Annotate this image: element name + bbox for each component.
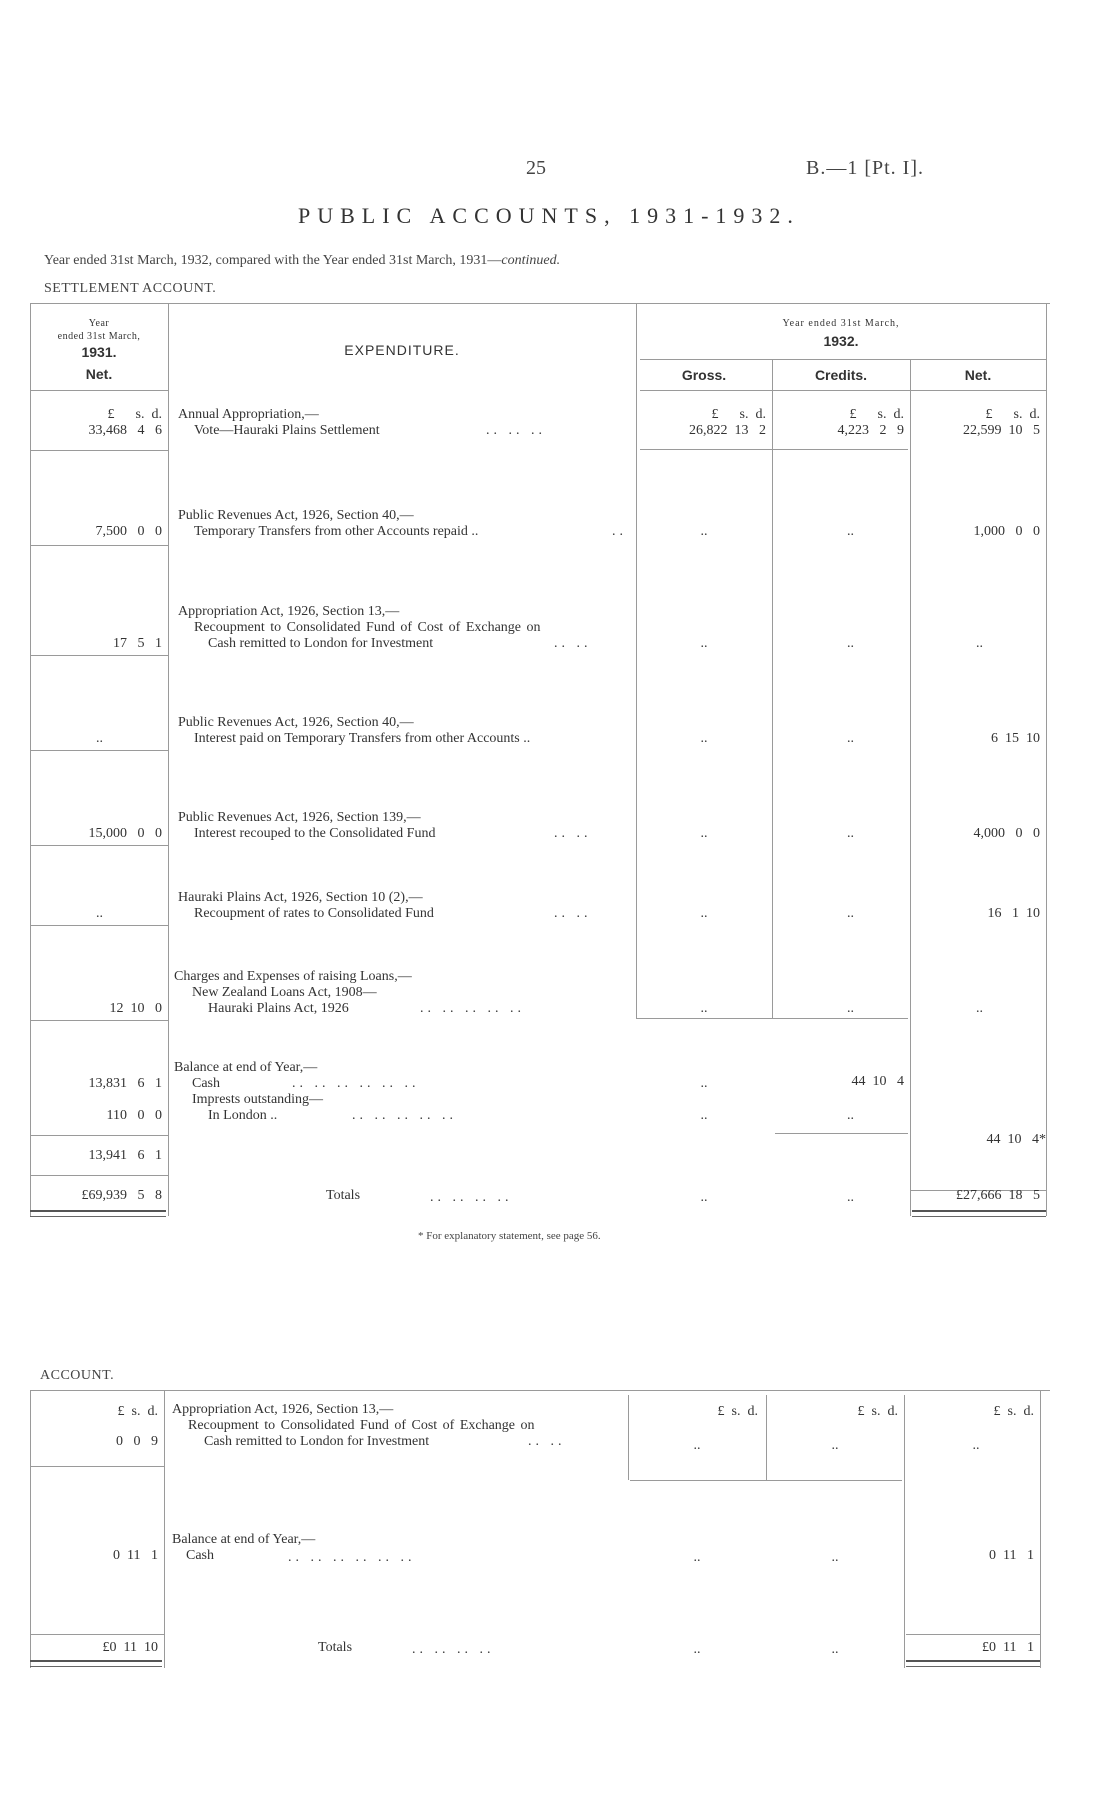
row-description: New Zealand Loans Act, 1908— xyxy=(192,985,377,1000)
unit-label: £ s. d. xyxy=(717,1404,758,1419)
gross-value: .. xyxy=(700,636,708,651)
page-subtitle: Year ended 31st March, 1932, compared with the Year ended 31st March, 1931—continued. xyxy=(44,253,561,268)
london-prev-value: 110 0 0 xyxy=(106,1108,162,1123)
cash-gross-value: .. xyxy=(700,1076,708,1091)
leader-dots: .. .. .. .. xyxy=(430,1190,513,1205)
totals-label: Totals xyxy=(326,1188,361,1203)
subtotal-prev-value: 13,941 6 1 xyxy=(88,1148,162,1163)
row-heading: Hauraki Plains Act, 1926, Section 10 (2),— xyxy=(178,890,423,905)
row-description: Recoupment to Consolidated Fund of Cost of Exchange on xyxy=(188,1418,535,1433)
net-value: .. xyxy=(972,1438,980,1453)
leader-dots: .. .. .. .. .. xyxy=(352,1108,457,1123)
prev-net-value: .. xyxy=(96,731,103,746)
cash-label: Cash xyxy=(192,1076,220,1091)
prev-year-header-2: ended 31st March, xyxy=(57,331,141,342)
imprests-label: Imprests outstanding— xyxy=(192,1092,324,1107)
prev-year-header-1: Year xyxy=(88,318,110,329)
credits-value: .. xyxy=(847,1001,854,1016)
unit-label: £ s. d. xyxy=(985,407,1040,422)
leader-dots: .. .. .. .. .. xyxy=(420,1001,525,1016)
row-description: Recoupment of rates to Consolidated Fund xyxy=(194,906,434,921)
totals-label: Totals xyxy=(318,1640,353,1655)
row-heading: Appropriation Act, 1926, Section 13,— xyxy=(178,604,400,619)
prev-net-value: 33,468 4 6 xyxy=(88,423,162,438)
row-heading: Annual Appropriation,— xyxy=(178,407,319,422)
leader-dots: .. .. xyxy=(554,636,592,651)
unit-label: £ s. d. xyxy=(711,407,766,422)
row-description: Cash remitted to London for Investment xyxy=(208,636,434,651)
gross-value: .. xyxy=(693,1550,701,1565)
credits-value: .. xyxy=(847,524,854,539)
leader-dots: .. .. .. .. .. .. xyxy=(292,1076,420,1091)
row-heading: Public Revenues Act, 1926, Section 40,— xyxy=(178,508,414,523)
london-label: In London .. xyxy=(208,1108,278,1123)
credits-value: 4,223 2 9 xyxy=(837,423,904,438)
leader-dots: .. .. .. .. .. .. xyxy=(288,1550,416,1565)
row-description: Vote—Hauraki Plains Settlement xyxy=(194,423,380,438)
net-value: 1,000 0 0 xyxy=(973,524,1040,539)
unit-label: £ s. d. xyxy=(849,407,904,422)
net-value: 16 1 10 xyxy=(987,906,1040,921)
page-title: PUBLIC ACCOUNTS, 1931-1932. xyxy=(298,203,800,228)
gross-header: Gross. xyxy=(681,367,727,383)
credits-value: .. xyxy=(847,731,854,746)
net-value: 0 11 1 xyxy=(989,1548,1034,1563)
leader-dots: .. .. xyxy=(554,906,592,921)
gross-value: .. xyxy=(700,826,708,841)
prev-year-header-3: 1931. xyxy=(81,344,117,360)
totals-net-value: £0 11 1 xyxy=(982,1640,1034,1655)
cash-credits-value: 44 10 4 xyxy=(851,1074,904,1089)
cash-prev-value: 13,831 6 1 xyxy=(88,1076,162,1091)
net-value: .. xyxy=(976,1001,983,1016)
balance-heading: Balance at end of Year,— xyxy=(174,1060,318,1075)
totals-prev-value: £0 11 10 xyxy=(102,1640,158,1655)
prev-net-value: 17 5 1 xyxy=(113,636,162,651)
second-section-title: ACCOUNT. xyxy=(40,1368,115,1383)
prev-net-value: 12 10 0 xyxy=(109,1001,162,1016)
leader-dots: .. .. xyxy=(554,826,592,841)
unit-label: £ s. d. xyxy=(117,1404,158,1419)
totals-gross-value: .. xyxy=(700,1190,708,1205)
totals-prev-value: £69,939 5 8 xyxy=(81,1188,162,1203)
gross-value: 26,822 13 2 xyxy=(689,423,766,438)
gross-value: .. xyxy=(700,1001,708,1016)
totals-credits-value: .. xyxy=(831,1642,839,1657)
net-value: 22,599 10 5 xyxy=(963,423,1040,438)
row-heading: Appropriation Act, 1926, Section 13,— xyxy=(172,1402,394,1417)
gross-value: .. xyxy=(700,731,708,746)
leader-dots: .. .. .. xyxy=(486,423,546,438)
prev-net-value: 0 0 9 xyxy=(116,1434,158,1449)
net-header: Net. xyxy=(964,367,992,383)
totals-credits-value: .. xyxy=(847,1190,854,1205)
expenditure-header: EXPENDITURE. xyxy=(344,342,460,358)
leader-dots: .. .. .. .. xyxy=(412,1642,495,1657)
balance-net-value: 44 10 4* xyxy=(986,1132,1046,1147)
row-heading: Public Revenues Act, 1926, Section 139,— xyxy=(178,810,421,825)
prev-net-value: 0 11 1 xyxy=(113,1548,158,1563)
section-title: SETTLEMENT ACCOUNT. xyxy=(44,281,217,296)
row-description: Hauraki Plains Act, 1926 xyxy=(208,1001,349,1016)
prev-net-value: 15,000 0 0 xyxy=(88,826,162,841)
prev-net-value: 7,500 0 0 xyxy=(95,524,162,539)
row-description: Recoupment to Consolidated Fund of Cost of Exchange on xyxy=(194,620,541,635)
net-value: 4,000 0 0 xyxy=(973,826,1040,841)
unit-label: £ s. d. xyxy=(993,1404,1034,1419)
prev-year-net-header: Net. xyxy=(85,366,113,382)
net-value: 6 15 10 xyxy=(991,731,1040,746)
credits-value: .. xyxy=(847,906,854,921)
london-gross-value: .. xyxy=(700,1108,708,1123)
credits-value: .. xyxy=(847,826,854,841)
page-number: 25 xyxy=(526,157,546,179)
leader-dots: .. xyxy=(612,524,627,539)
unit-label: £ s. d. xyxy=(107,407,162,422)
document-reference: B.—1 [Pt. I]. xyxy=(806,157,924,179)
leader-dots: .. .. xyxy=(528,1434,566,1449)
prev-net-value: .. xyxy=(96,906,103,921)
totals-net-value: £27,666 18 5 xyxy=(956,1188,1040,1203)
row-description: Cash remitted to London for Investment xyxy=(204,1434,430,1449)
net-value: .. xyxy=(976,636,983,651)
row-description: Interest paid on Temporary Transfers from other Accounts .. xyxy=(194,731,531,746)
credits-value: .. xyxy=(847,636,854,651)
gross-value: .. xyxy=(693,1438,701,1453)
curr-year-header-1: Year ended 31st March, xyxy=(782,318,900,329)
gross-value: .. xyxy=(700,524,708,539)
row-description: Interest recouped to the Consolidated Fund xyxy=(194,826,436,841)
gross-value: .. xyxy=(700,906,708,921)
footnote: * For explanatory statement, see page 56. xyxy=(418,1230,601,1242)
row-description: Temporary Transfers from other Accounts repaid .. xyxy=(194,524,479,539)
credits-header: Credits. xyxy=(814,367,868,383)
curr-year-header-2: 1932. xyxy=(823,333,859,349)
cash-label: Cash xyxy=(186,1548,214,1563)
totals-gross-value: .. xyxy=(693,1642,701,1657)
london-credits-value: .. xyxy=(847,1108,854,1123)
credits-value: .. xyxy=(831,1438,839,1453)
unit-label: £ s. d. xyxy=(857,1404,898,1419)
credits-value: .. xyxy=(831,1550,839,1565)
row-heading: Charges and Expenses of raising Loans,— xyxy=(174,969,412,984)
row-heading: Balance at end of Year,— xyxy=(172,1532,316,1547)
row-heading: Public Revenues Act, 1926, Section 40,— xyxy=(178,715,414,730)
